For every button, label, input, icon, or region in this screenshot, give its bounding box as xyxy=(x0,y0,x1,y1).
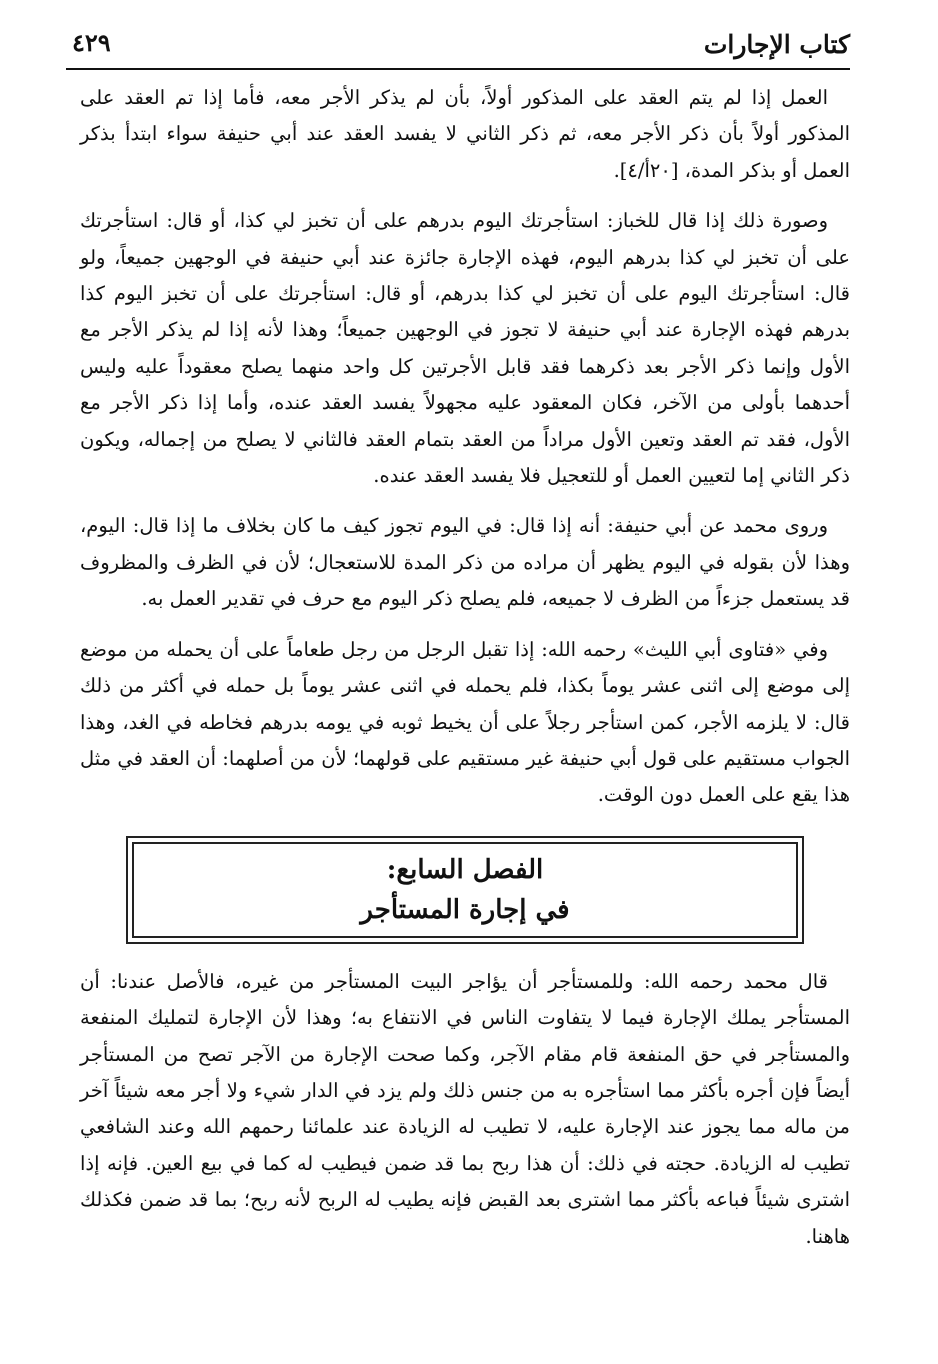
paragraph-4: وفي «فتاوى أبي الليث» رحمه الله: إذا تقبل الرجل من رجل طعاماً على أن يحمله من موضع إلى موضع إلى اثنى عشر يوماً بكذا، فلم يحمله في اثنى عشر يوماً بل حمله في أكثر من ذلك قال: لا يلزمه الأجر، كمن استأجر رجلاً على أن يخيط ثوبه في يومه بدرهم فخاطه في الغد، وهذا الجواب مستقيم على قول أبي حنيفة غير مستقيم على قولهما؛ لأن من أصلهما: أن العقد في مثل هذا يقع على العمل دون الوقت. xyxy=(80,637,850,807)
book-title: كتاب الإجارات xyxy=(703,30,850,59)
chapter-heading-inner-frame xyxy=(132,842,798,938)
page-number: ٤٢٩ xyxy=(72,28,111,57)
chapter-heading-box xyxy=(126,836,804,944)
chapter-title: في إجارة المستأجر xyxy=(360,894,570,925)
paragraph-3: وروى محمد عن أبي حنيفة: أنه إذا قال: في اليوم تجوز كيف ما كان بخلاف ما إذا قال: اليوم، وهذا لأن بقوله في اليوم يظهر أن مراده من ذكر المدة للاستعجال؛ لأن في الظرف والمظروف قد يستعمل جزءاً من الظرف لا جميعه، فلم يصلح ذكر اليوم مع حرف في تقدير العمل به. xyxy=(80,514,850,611)
paragraph-5: قال محمد رحمه الله: وللمستأجر أن يؤاجر البيت المستأجر من غيره، فالأصل عندنا: أن المستأجر يملك الإجارة فيما لا يتفاوت الناس في الانتفاع به؛ وهذا لأن الإجارة لتمليك المنفعة والمستأجر في حق المنفعة قام مقام الآجر، وكما صحت الإجارة من الآجر تصح من المستأجر أيضاً فإن أجره بأكثر مما استأجره به من جنس ذلك ولم يزد في الدار شيء ولا أجر معه شيئاً آخر من ماله مما يجوز عند الإجارة عليه، لا تطيب له الزيادة عند علمائنا رحمهم الله وعند الشافعي تطيب له الزيادة. حجته في ذلك: أن هذا ربح بما قد ضمن فيطيب له كما في بيع العين. فإنه إذا اشترى شيئاً فباعه بأكثر مما اشترى بعد القبض فإنه يطيب له الربح لأنه ربح؛ بما قد ضمن فكذلك هاهنا. xyxy=(80,969,850,1248)
body-text xyxy=(80,80,850,1255)
page-header xyxy=(66,22,850,70)
chapter-number: الفصل السابع: xyxy=(386,854,544,885)
paragraph-2: وصورة ذلك إذا قال للخباز: استأجرتك اليوم بدرهم على أن تخبز لي كذا، أو قال: استأجرتك على أن تخبز لي كذا بدرهم اليوم، فهذه الإجارة جائزة عند أبي حنيفة في الوجهين جميعاً، ولو قال: استأجرتك اليوم على أن تخبز لي كذا بدرهم، أو قال: استأجرتك على أن تخبز اليوم كذا بدرهم فهذه الإجارة عند أبي حنيفة لا تجوز في الوجهين جميعاً؛ وهذا لأنه إذا لم يذكر الأجر مع الأول وإنما ذكر الأجر بعد ذكرهما فقد قابل الأجرتين كل واحد منهما يصلح معقوداً عليه وليس أحدهما بأولى من الآخر، فكان المعقود عليه مجهولاً يفسد العقد عنده، وأما إذا ذكر الأجر مع الأول، فقد تم العقد وتعين الأول مراداً من العقد بتمام العقد فالثاني لا يصلح من إجماله، ويكون ذكر الثاني إما لتعيين العمل أو للتعجيل فلا يفسد العقد عنده. xyxy=(80,209,851,488)
paragraph-1: العمل إذا لم يتم العقد على المذكور أولاً، بأن لم يذكر الأجر معه، فأما إذا تم العقد على المذكور أولاً بأن ذكر الأجر معه، ثم ذكر الثاني لا يفسد العقد عند أبي حنيفة سواء ابتدأ بذكر العمل أو بذكر المدة، [٢٠أ/٤]. xyxy=(80,86,850,182)
